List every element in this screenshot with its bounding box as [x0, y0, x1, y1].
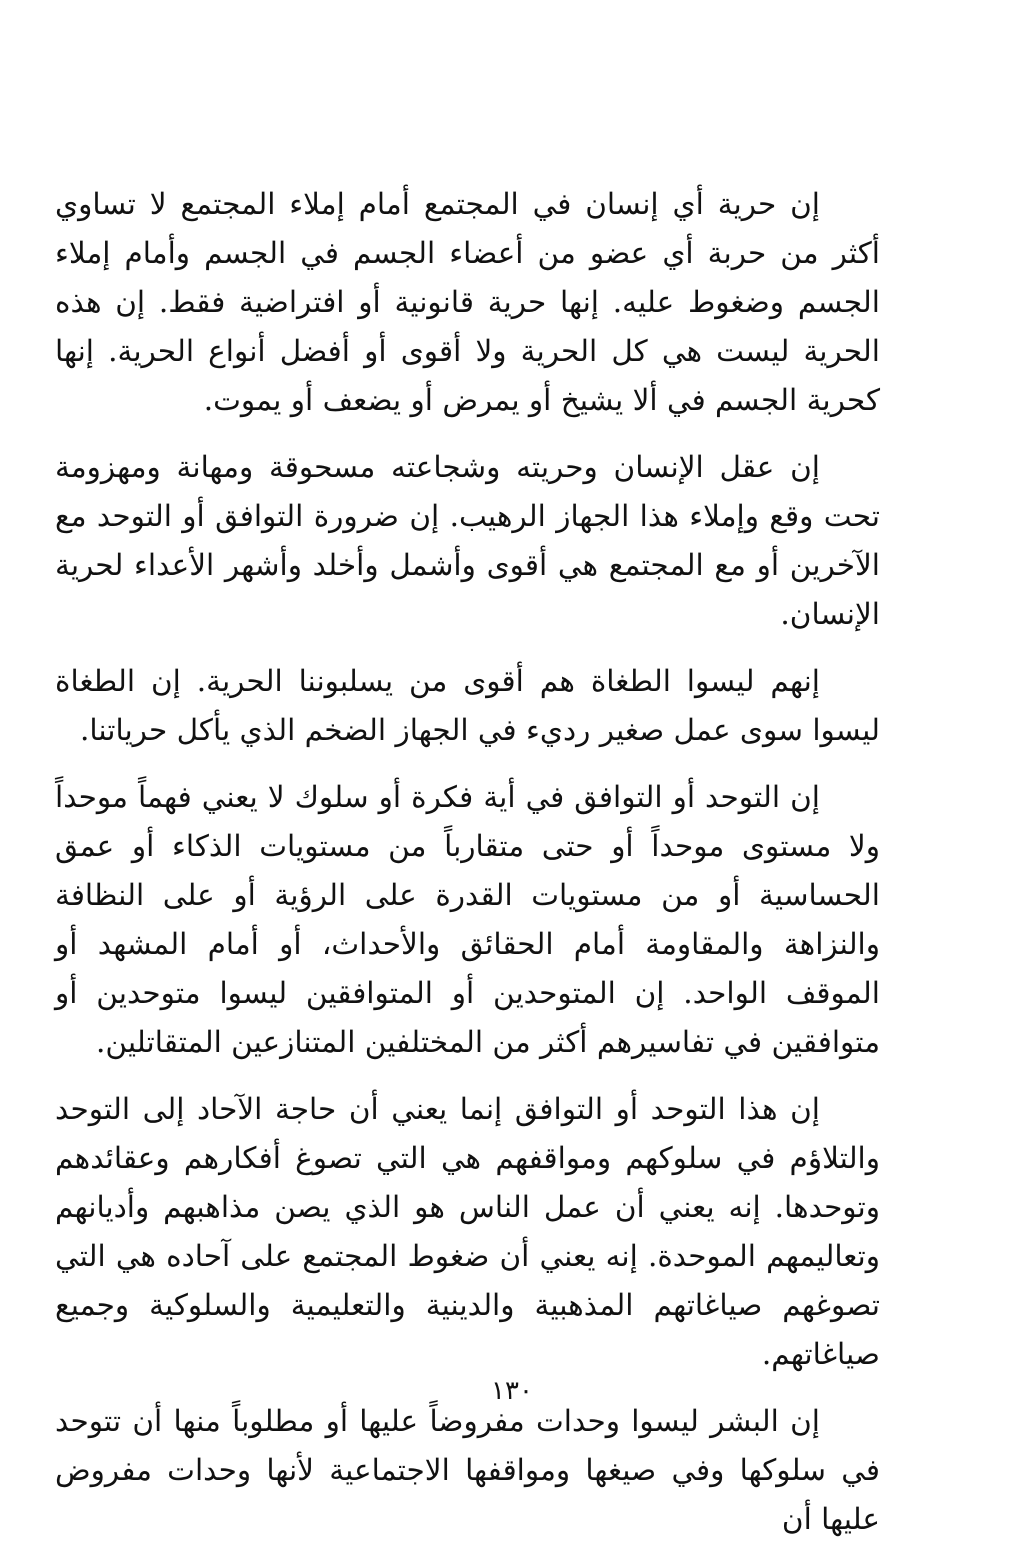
paragraph: إن حرية أي إنسان في المجتمع أمام إملاء المجتمع لا تساوي أكثر من حربة أي عضو من أعضاء الجسم في الجسم وأمام إملاء الجسم وضغوط عليه. إنها حرية قانونية أو افتراضية فقط. إن هذه الحرية ليست هي كل الحرية ولا أقوى أو أفضل أنواع الحرية. إنها كحرية الجسم في ألا يشيخ أو يمرض أو يضعف أو يموت. — [55, 187, 880, 417]
page-number: ١٣٠ — [491, 1376, 533, 1406]
body-text — [55, 180, 880, 1562]
paragraph: إن هذا التوحد أو التوافق إنما يعني أن حاجة الآحاد إلى التوحد والتلاؤم في سلوكهم ومواقفهم هي التي تصوغ أفكارهم وعقائدهم وتوحدها. إنه يعني أن عمل الناس هو الذي يصن مذاهبهم وأديانهم وتعاليمهم الموحدة. إنه يعني أن ضغوط المجتمع على آحاده هي التي تصوغهم صياغاتهم المذهبية والدينية والتعليمية والسلوكية وجميع صياغاتهم. — [55, 1092, 880, 1371]
paragraph: إن البشر ليسوا وحدات مفروضاً عليها أو مطلوباً منها أن تتوحد في سلوكها وفي صيغها ومواقفها الاجتماعية لأنها وحدات مفروض عليها أن — [55, 1404, 880, 1536]
paragraph: إن عقل الإنسان وحريته وشجاعته مسحوقة ومهانة ومهزومة تحت وقع وإملاء هذا الجهاز الرهيب. إن ضرورة التوافق أو التوحد مع الآخرين أو مع المجتمع هي أقوى وأشمل وأخلد وأشهر الأعداء لحرية الإنسان. — [55, 450, 880, 631]
paragraph: إنهم ليسوا الطغاة هم أقوى من يسلبوننا الحرية. إن الطغاة ليسوا سوى عمل صغير رديء في الجهاز الضخم الذي يأكل حرياتنا. — [55, 664, 880, 747]
paragraph: إن التوحد أو التوافق في أية فكرة أو سلوك لا يعني فهماً موحداً ولا مستوى موحداً أو حتى متقارباً من مستويات الذكاء أو عمق الحساسية أو من مستويات القدرة على الرؤية أو على النظافة والنزاهة والمقاومة أمام الحقائق والأحداث، أو أمام المشهد أو الموقف الواحد. إن المتوحدين أو المتوافقين ليسوا متوحدين أو متوافقين في تفاسيرهم أكثر من المختلفين المتنازعين المتقاتلين. — [55, 780, 880, 1059]
